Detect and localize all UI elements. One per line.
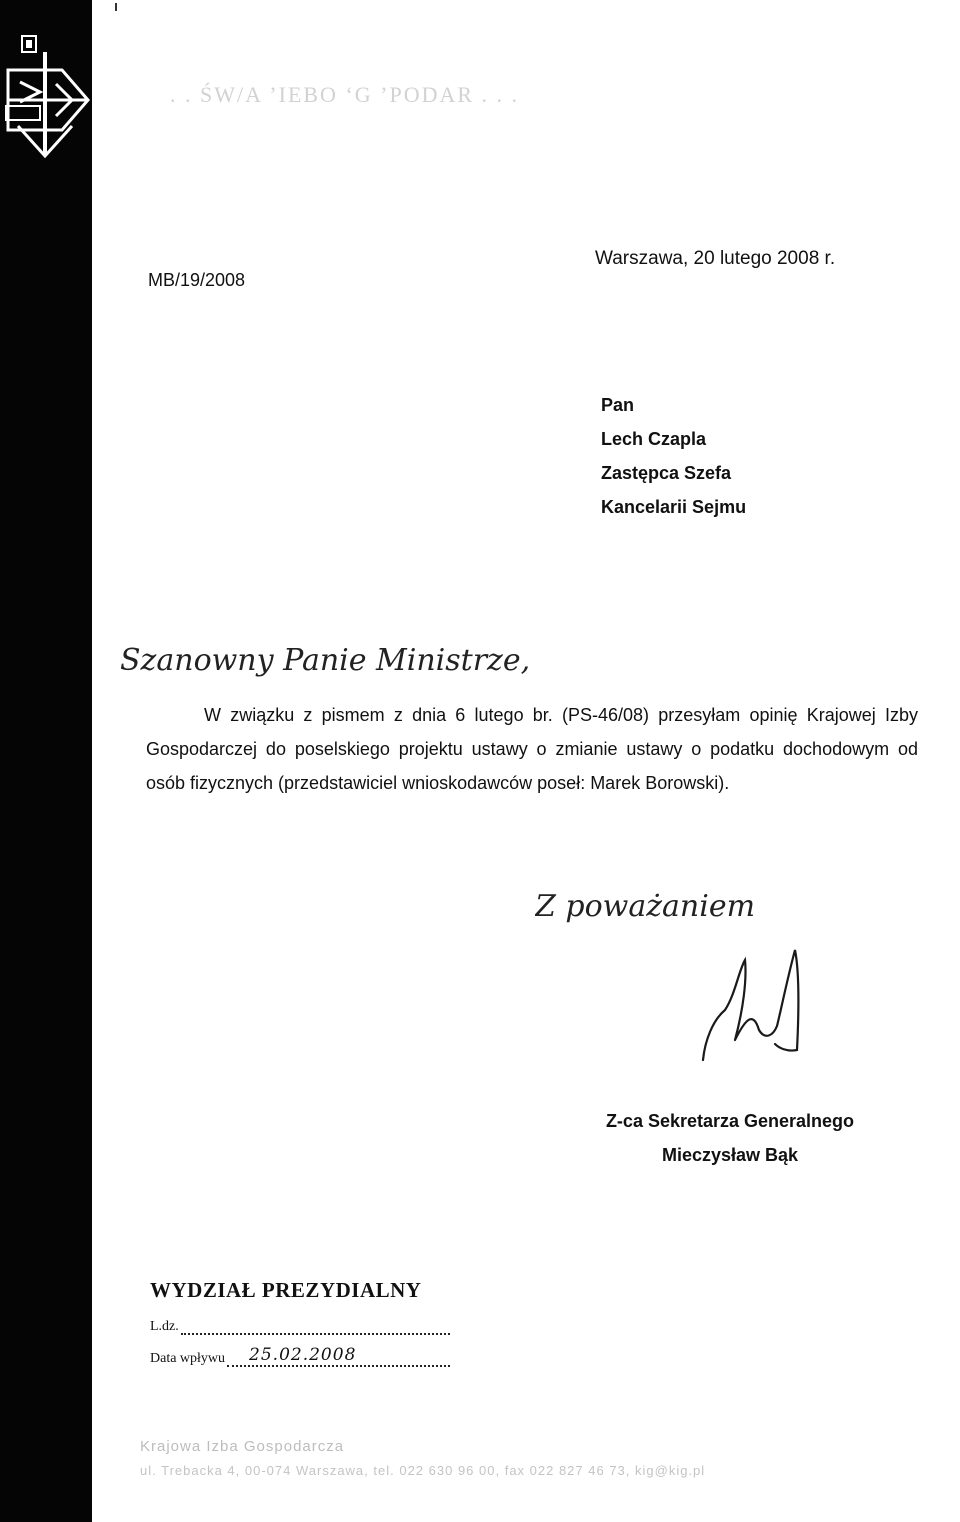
place-date: Warszawa, 20 lutego 2008 r. [595,248,836,269]
signature [695,940,825,1080]
faded-letterhead: . . ŚW/A ’IEBO ‘G ’PODAR . . . [170,82,520,107]
stamp-date-line [150,1345,450,1367]
stamp-ldz-dots [181,1323,450,1335]
receipt-stamp [150,1278,450,1367]
recipient-line-3: Zastępca Szefa [601,463,732,483]
handwritten-closing [535,868,835,938]
stamp-title: WYDZIAŁ PREZYDIALNY [150,1278,422,1302]
handwritten-closing-text: Z poważaniem [535,889,756,924]
letter-body: W związku z pismem z dnia 6 lutego br. (PS-46/08) przesyłam opinię Krajowej Izby Gospodarczej do poselskiego projektu ustawy o zmianie ustawy o podatku dochodowym od osób fizycznych (przedstawiciel wnioskodawców poseł: Marek Borowski). [146,705,918,793]
faded-footer-line-1: Krajowa Izba Gospodarcza [140,1438,345,1455]
signer-block [560,1104,900,1172]
faded-footer-line-2: ul. Trebacka 4, 00-074 Warszawa, tel. 022 630 96 00, fax 022 827 46 73, kig@kig.pl [140,1463,706,1478]
handwritten-salutation-text: Szanowny Panie Ministrze, [120,643,531,678]
kig-logo-icon [0,30,90,160]
handwritten-salutation [120,628,540,688]
stamp-date-value: 25.02.2008 [249,1345,357,1365]
stamp-date-label: Data wpływu [150,1351,226,1366]
recipient-line-2: Lech Czapla [601,429,707,449]
scan-artifact [115,3,117,11]
stamp-ldz-label: L.dz. [150,1319,179,1334]
recipient-line-1: Pan [601,395,635,415]
black-scan-border [0,0,92,1522]
stamp-date-dots [227,1345,450,1367]
recipient-line-4: Kancelarii Sejmu [601,497,747,517]
signer-name: Mieczysław Bąk [661,1145,799,1165]
reference-number: MB/19/2008 [148,270,246,290]
recipient-block [601,388,746,524]
signer-title: Z-ca Sekretarza Generalnego [605,1111,855,1131]
stamp-ldz-line [150,1319,450,1335]
